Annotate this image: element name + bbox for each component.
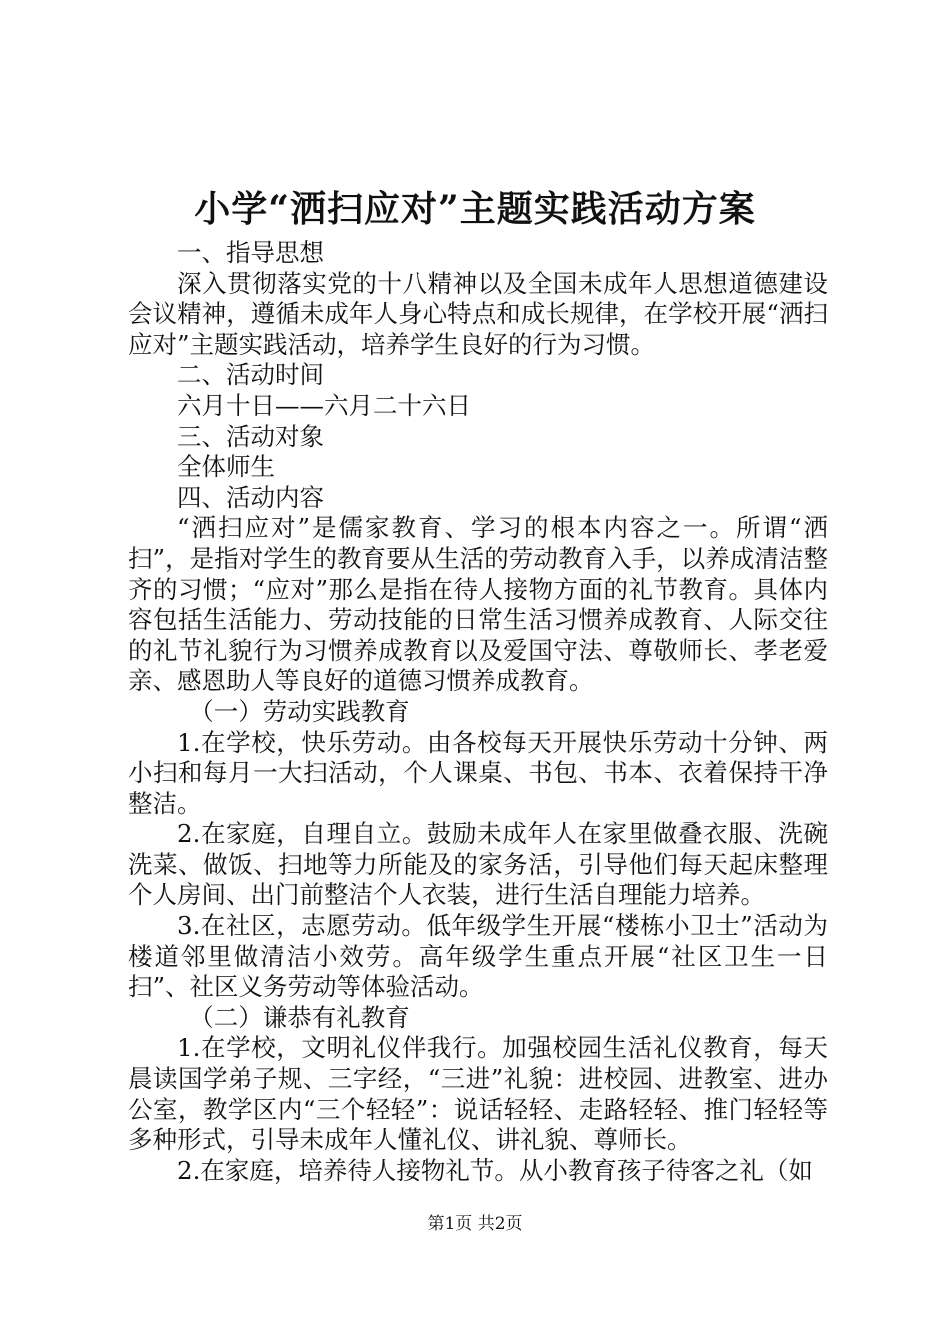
- activity-time-value: 六月十日——六月二十六日: [177, 390, 471, 420]
- section-heading-guiding-ideology: 一、指导思想: [177, 238, 324, 267]
- paragraph-guiding-ideology: 深入贯彻落实党的十八精神以及全国未成年人思想道德建设会议精神，遵循未成年人身心特点和成长规律，在学校开展“洒扫应对”主题实践活动，培养学生良好的行为习惯。: [128, 268, 828, 359]
- paragraph-courtesy-school: 1.在学校，文明礼仪伴我行。加强校园生活礼仪教育，每天晨读国学弟子规、三字经，“三进”礼貌：进校园、进教室、进办公室，教学区内“三个轻轻”：说话轻轻、走路轻轻、推门轻轻等多种形式，引导未成年人懂礼仪、讲礼貌、尊师长。: [128, 1033, 828, 1155]
- paragraph-activity-content-intro: “洒扫应对”是儒家教育、学习的根本内容之一。所谓“洒扫”，是指对学生的教育要从生活的劳动教育入手，以养成清洁整齐的习惯；“应对”那么是指在待人接物方面的礼节教育。具体内容包括生活能力、劳动技能的日常生活习惯养成教育、人际交往的礼节礼貌行为习惯养成教育以及爱国守法、尊敬师长、孝老爱亲、感恩助人等良好的道德习惯养成教育。: [128, 513, 828, 696]
- activity-target-value: 全体师生: [177, 452, 275, 482]
- document-body: [128, 238, 828, 1186]
- subheading-courtesy-education: （二）谦恭有礼教育: [189, 1002, 410, 1032]
- paragraph-labor-community: 3.在社区，志愿劳动。低年级学生开展“楼栋小卫士”活动为楼道邻里做清洁小效劳。高年级学生重点开展“社区卫生一日扫”、社区义务劳动等体验活动。: [128, 911, 828, 1002]
- paragraph-labor-family: 2.在家庭，自理自立。鼓励未成年人在家里做叠衣服、洗碗洗菜、做饭、扫地等力所能及的家务活，引导他们每天起床整理个人房间、出门前整洁个人衣装，进行生活自理能力培养。: [128, 819, 828, 910]
- paragraph-courtesy-family: 2.在家庭，培养待人接物礼节。从小教育孩子待客之礼（如: [177, 1155, 813, 1185]
- subheading-labor-education: （一）劳动实践教育: [189, 696, 410, 726]
- paragraph-labor-school: 1.在学校，快乐劳动。由各校每天开展快乐劳动十分钟、两小扫和每月一大扫活动，个人课桌、书包、书本、衣着保持干净整洁。: [128, 727, 828, 818]
- section-heading-activity-target: 三、活动对象: [177, 421, 324, 451]
- section-heading-activity-time: 二、活动时间: [177, 360, 324, 390]
- document-title: 小学“洒扫应对”主题实践活动方案: [194, 188, 756, 230]
- section-heading-activity-content: 四、活动内容: [177, 482, 324, 512]
- page-footer: 第1页 共2页: [427, 1214, 523, 1234]
